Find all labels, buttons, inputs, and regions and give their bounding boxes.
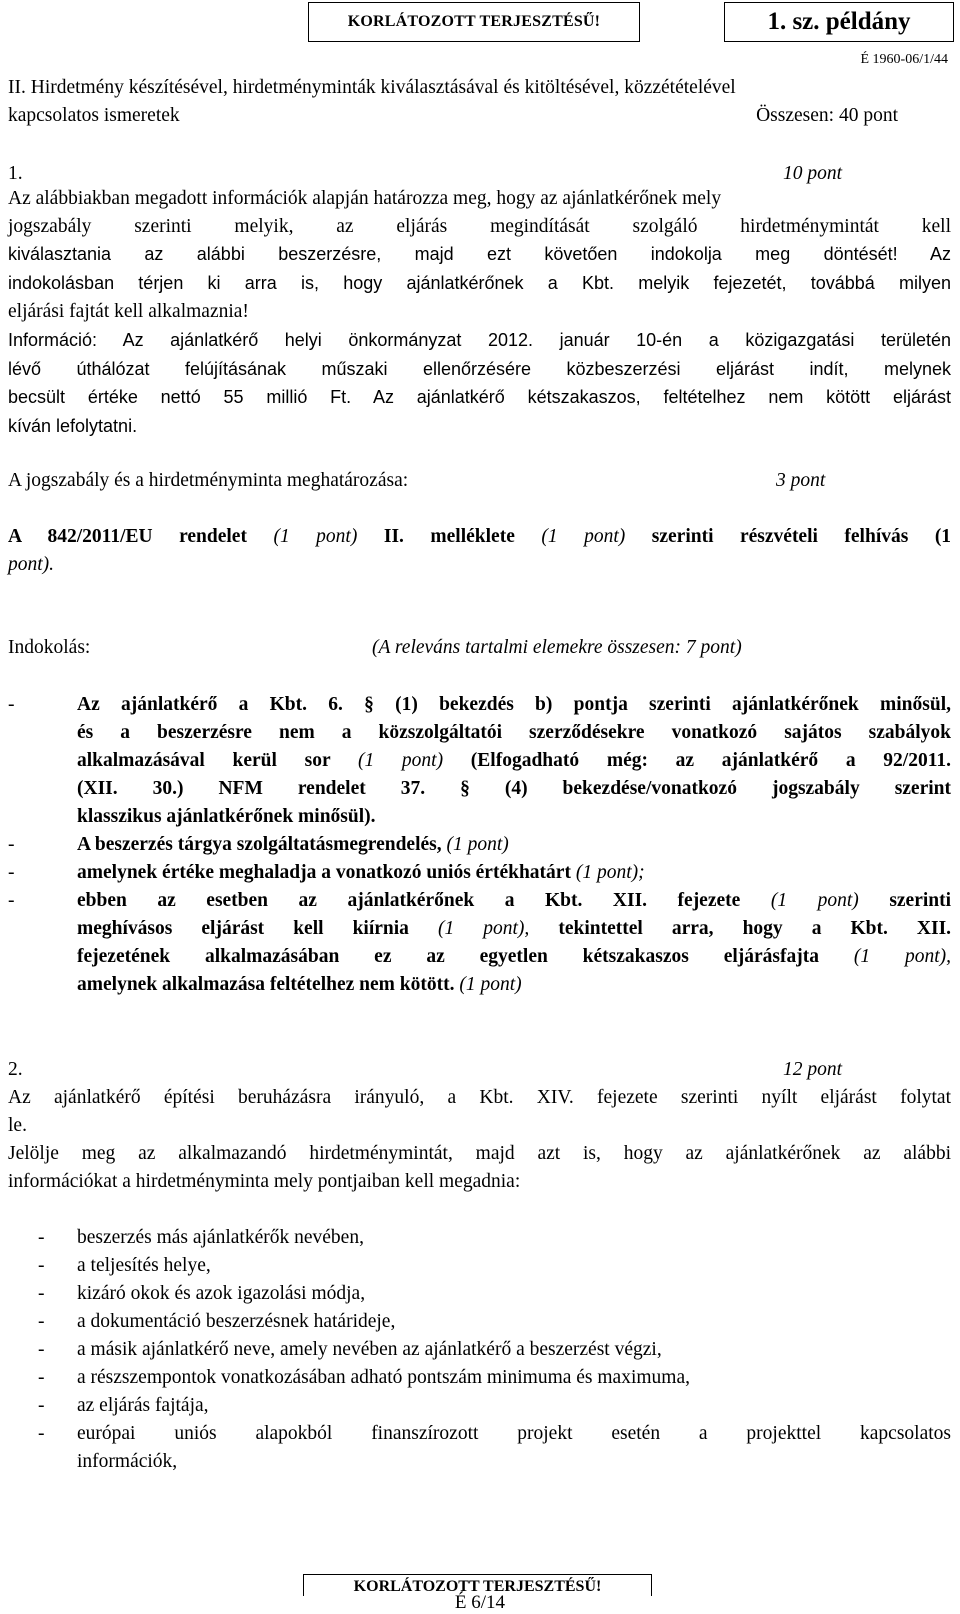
- reason4-line4: amelynek alkalmazása feltételhez nem kötött. (1 pont): [77, 974, 522, 995]
- task2-instr-line1: Jelölje meg az alkalmazandó hirdetménymintát, majd azt is, hogy az ajánlatkérőnek az alábbi: [8, 1143, 951, 1164]
- task2-item: az eljárás fajtája,: [77, 1395, 209, 1416]
- answer-line2: pont).: [8, 554, 55, 575]
- task1-info-line: lévő úthálózat felújításának műszaki ellenőrzésére közbeszerzési eljárást indít, melynek: [8, 359, 951, 379]
- law-label: A jogszabály és a hirdetményminta meghatározása:: [8, 470, 409, 491]
- section-title-line1: II. Hirdetmény készítésével, hirdetményminták kiválasztásával és kitöltésével, közzétételével: [8, 77, 736, 98]
- task2-item: a másik ajánlatkérő neve, amely nevében az ajánlatkérő a beszerzést végzi,: [77, 1339, 662, 1360]
- section-total-points: Összesen: 40 pont: [756, 105, 898, 126]
- task2-item: európai uniós alapokból finanszírozott projekt esetén a projekttel kapcsolatos: [77, 1423, 951, 1444]
- reason3-line: amelynek értéke meghaladja a vonatkozó uniós értékhatárt (1 pont);: [77, 862, 645, 883]
- reason-label: Indokolás:: [8, 637, 91, 658]
- list-dash: -: [38, 1283, 45, 1304]
- law-points: 3 pont: [776, 470, 826, 491]
- reason1-line4: (XII. 30.) NFM rendelet 37. § (4) bekezdése/vonatkozó jogszabály szerint: [77, 778, 951, 799]
- task1-info-line: kíván lefolytatni.: [8, 416, 138, 436]
- reason4-line3: fejezetének alkalmazásában ez az egyetlen kétszakaszos eljárásfajta (1 pont),: [77, 946, 951, 967]
- list-dash: -: [8, 834, 15, 855]
- reason1-line1: Az ajánlatkérő a Kbt. 6. § (1) bekezdés b) pontja szerinti ajánlatkérőnek minősül,: [77, 694, 951, 715]
- restriction-label-top: KORLÁTOZOTT TERJESZTÉSŰ!: [308, 2, 640, 42]
- task1-info-line: Információ: Az ajánlatkérő helyi önkormányzat 2012. január 10-én a közigazgatási területén: [8, 330, 951, 350]
- task2-item: beszerzés más ajánlatkérők nevében,: [77, 1227, 364, 1248]
- task2-instr-line2: információkat a hirdetményminta mely pontjaiban kell megadnia:: [8, 1171, 521, 1192]
- page-number: É 6/14: [454, 1592, 506, 1613]
- reason4-line1: ebben az esetben az ajánlatkérőnek a Kbt. XII. fejezete (1 pont) szerinti: [77, 890, 952, 911]
- reason2-line: A beszerzés tárgya szolgáltatásmegrendelés, (1 pont): [77, 834, 509, 855]
- task2-number: 2.: [8, 1059, 23, 1080]
- document-code: É 1960-06/1/44: [860, 52, 948, 67]
- task2-item: kizáró okok és azok igazolási módja,: [77, 1283, 366, 1304]
- task2-item: a teljesítés helye,: [77, 1255, 211, 1276]
- task2-intro-line1: Az ajánlatkérő építési beruházásra irányuló, a Kbt. XIV. fejezete szerinti nyílt eljárást folytat: [8, 1087, 951, 1108]
- answer-line1: A 842/2011/EU rendelet (1 pont) II. melléklete (1 pont) szerinti részvételi felhívás (1: [8, 526, 952, 547]
- list-dash: -: [38, 1255, 45, 1276]
- list-dash: -: [38, 1311, 45, 1332]
- list-dash: -: [38, 1367, 45, 1388]
- list-dash: -: [38, 1227, 45, 1248]
- section-title-line2: [8, 104, 898, 127]
- task1-info-line: becsült értéke nettó 55 millió Ft. Az ajánlatkérő kétszakaszos, feltételhez nem kötött eljárást: [8, 387, 951, 407]
- list-dash: -: [38, 1423, 45, 1444]
- list-dash: -: [8, 862, 15, 883]
- copy-number-label: 1. sz. példány: [724, 2, 954, 42]
- reason1-line5: klasszikus ajánlatkérőnek minősül).: [77, 806, 376, 827]
- task1-q-line: kiválasztania az alábbi beszerzésre, majd ezt követően indokolja meg döntését! Az: [8, 244, 951, 264]
- task2-points: 12 pont: [782, 1059, 842, 1080]
- task1-points: 10 pont: [782, 163, 842, 184]
- list-dash: -: [38, 1395, 45, 1416]
- task1-q-line: Az alábbiakban megadott információk alapján határozza meg, hogy az ajánlatkérőnek mely: [8, 188, 722, 209]
- list-dash: -: [38, 1339, 45, 1360]
- task1-q-line: jogszabály szerinti melyik, az eljárás megindítását szolgáló hirdetménymintát kell: [8, 216, 951, 237]
- restriction-label-bottom: KORLÁTOZOTT TERJESZTÉSŰ!: [303, 1574, 652, 1596]
- task2-header: [8, 1058, 842, 1081]
- reason1-line2: és a beszerzésre nem a közszolgáltatói szerződésekre vonatkozó sajátos szabályok: [77, 722, 951, 743]
- task1-q-line: eljárási fajtát kell alkalmaznia!: [8, 301, 249, 322]
- task2-item-continuation: információk,: [77, 1451, 178, 1472]
- reason1-line3: alkalmazásával kerül sor (1 pont) (Elfogadható még: az ajánlatkérő a 92/2011.: [77, 750, 952, 771]
- task1-header: [8, 162, 842, 185]
- task2-intro-line2: le.: [8, 1115, 27, 1136]
- reason4-line2: meghívásos eljárást kell kiírnia (1 pont), tekintettel arra, hogy a Kbt. XII.: [77, 918, 952, 939]
- section-title-left: kapcsolatos ismeretek: [8, 105, 180, 126]
- list-dash: -: [8, 890, 15, 911]
- task2-item: a dokumentáció beszerzésnek határideje,: [77, 1311, 396, 1332]
- task2-item: a részszempontok vonatkozásában adható pontszám minimuma és maximuma,: [77, 1367, 690, 1388]
- list-dash: -: [8, 694, 15, 715]
- task1-q-line: indokolásban térjen ki arra is, hogy ajánlatkérőnek a Kbt. melyik fejezetét, továbbá milyen: [8, 273, 951, 293]
- task1-number: 1.: [8, 163, 23, 184]
- reason-points: (A releváns tartalmi elemekre összesen: 7 pont): [372, 637, 742, 658]
